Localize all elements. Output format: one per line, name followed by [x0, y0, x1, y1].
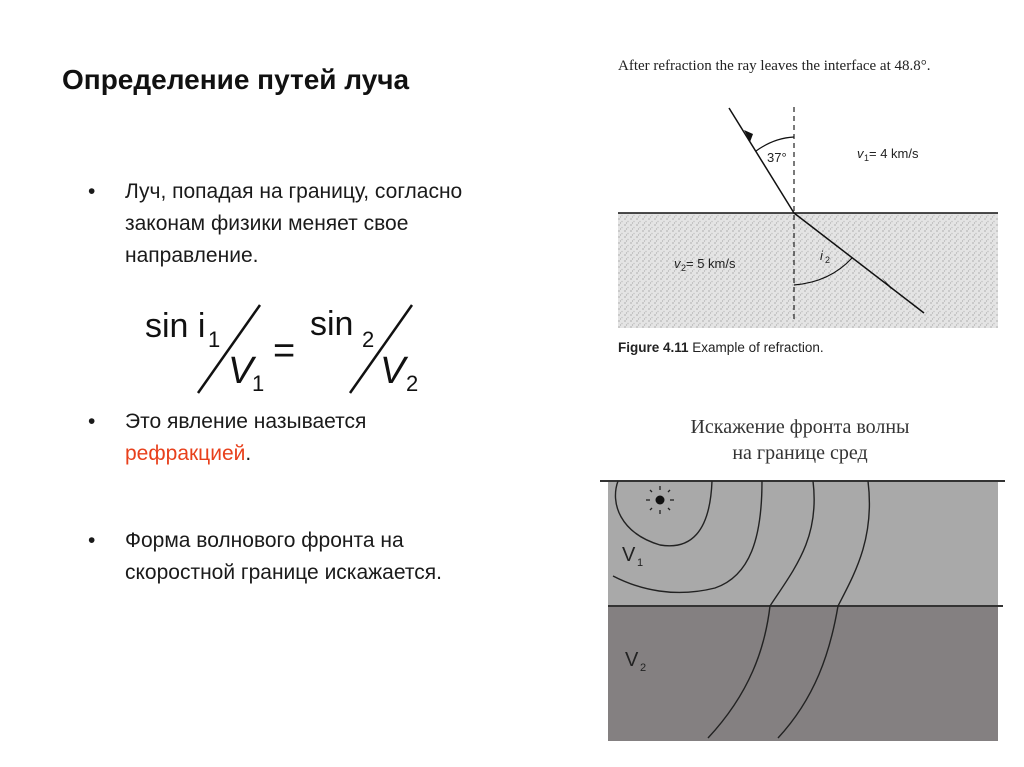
formula-left-denominator: V: [228, 350, 254, 392]
bullet-item-3: [88, 525, 468, 589]
slide-title: Определение путей луча: [62, 64, 410, 95]
v2-label: v: [674, 256, 681, 271]
layer-v2-label: V: [625, 649, 639, 671]
incidence-angle-label: 37°: [767, 150, 787, 165]
formula-left-numerator: sin i: [145, 307, 206, 345]
figure-number: Figure 4.11: [618, 340, 689, 355]
formula-right-numerator: sin: [310, 305, 354, 343]
formula-left-num-sub: 1: [208, 327, 221, 352]
layer-v1-label: V: [622, 544, 636, 566]
refraction-angle-sub: 2: [825, 255, 831, 265]
layer-v1: [608, 481, 998, 606]
bullet-text: Форма волнового фронта на скоростной границе искажается.: [125, 529, 442, 584]
formula-right-denominator: V: [380, 350, 406, 392]
figure-top-caption: After refraction the ray leaves the interface at 48.8°.: [618, 58, 931, 74]
v1-sub: 1: [864, 153, 870, 163]
snell-law-formula: [140, 295, 440, 395]
layer-v2: [608, 606, 998, 741]
bullet-icon: •: [88, 410, 96, 433]
bullet-text: Луч, попадая на границу, согласно законам физики меняет свое направление.: [125, 180, 463, 267]
wavefront-title-line1: Искажение фронта волны: [690, 416, 910, 438]
equals-sign: =: [273, 330, 296, 372]
bullet-icon: •: [88, 529, 96, 552]
figure-caption: [618, 340, 824, 355]
refraction-term: рефракцией: [125, 442, 246, 465]
refraction-angle-label: i: [820, 248, 823, 263]
wavefront-title-line2: на границе сред: [732, 442, 868, 464]
bullet-item-2: [88, 406, 468, 470]
formula-right-num-sub: 2: [362, 327, 375, 352]
formula-left-den-sub: 1: [252, 371, 265, 395]
v1-value: = 4 km/s: [869, 146, 919, 161]
bullet-item-1: [88, 176, 468, 272]
bullet-text-period: .: [245, 442, 252, 465]
wavefront-figure: [600, 478, 1010, 748]
v2-value: = 5 km/s: [686, 256, 736, 271]
layer-v2-sub: 2: [640, 662, 647, 674]
v2-sub: 2: [681, 263, 687, 273]
bullet-text: [125, 406, 468, 470]
layer-v1-sub: 1: [637, 557, 644, 569]
bullet-text-plain: Это явление называется: [125, 410, 367, 433]
incidence-angle-arc: [756, 137, 794, 151]
formula-right-den-sub: 2: [406, 371, 419, 395]
figure-caption-text: Example of refraction.: [688, 340, 824, 355]
wavefront-figure-title: [640, 414, 960, 466]
v1-label: v: [857, 146, 864, 161]
bullet-icon: •: [88, 180, 96, 203]
refraction-figure: [612, 50, 1024, 370]
